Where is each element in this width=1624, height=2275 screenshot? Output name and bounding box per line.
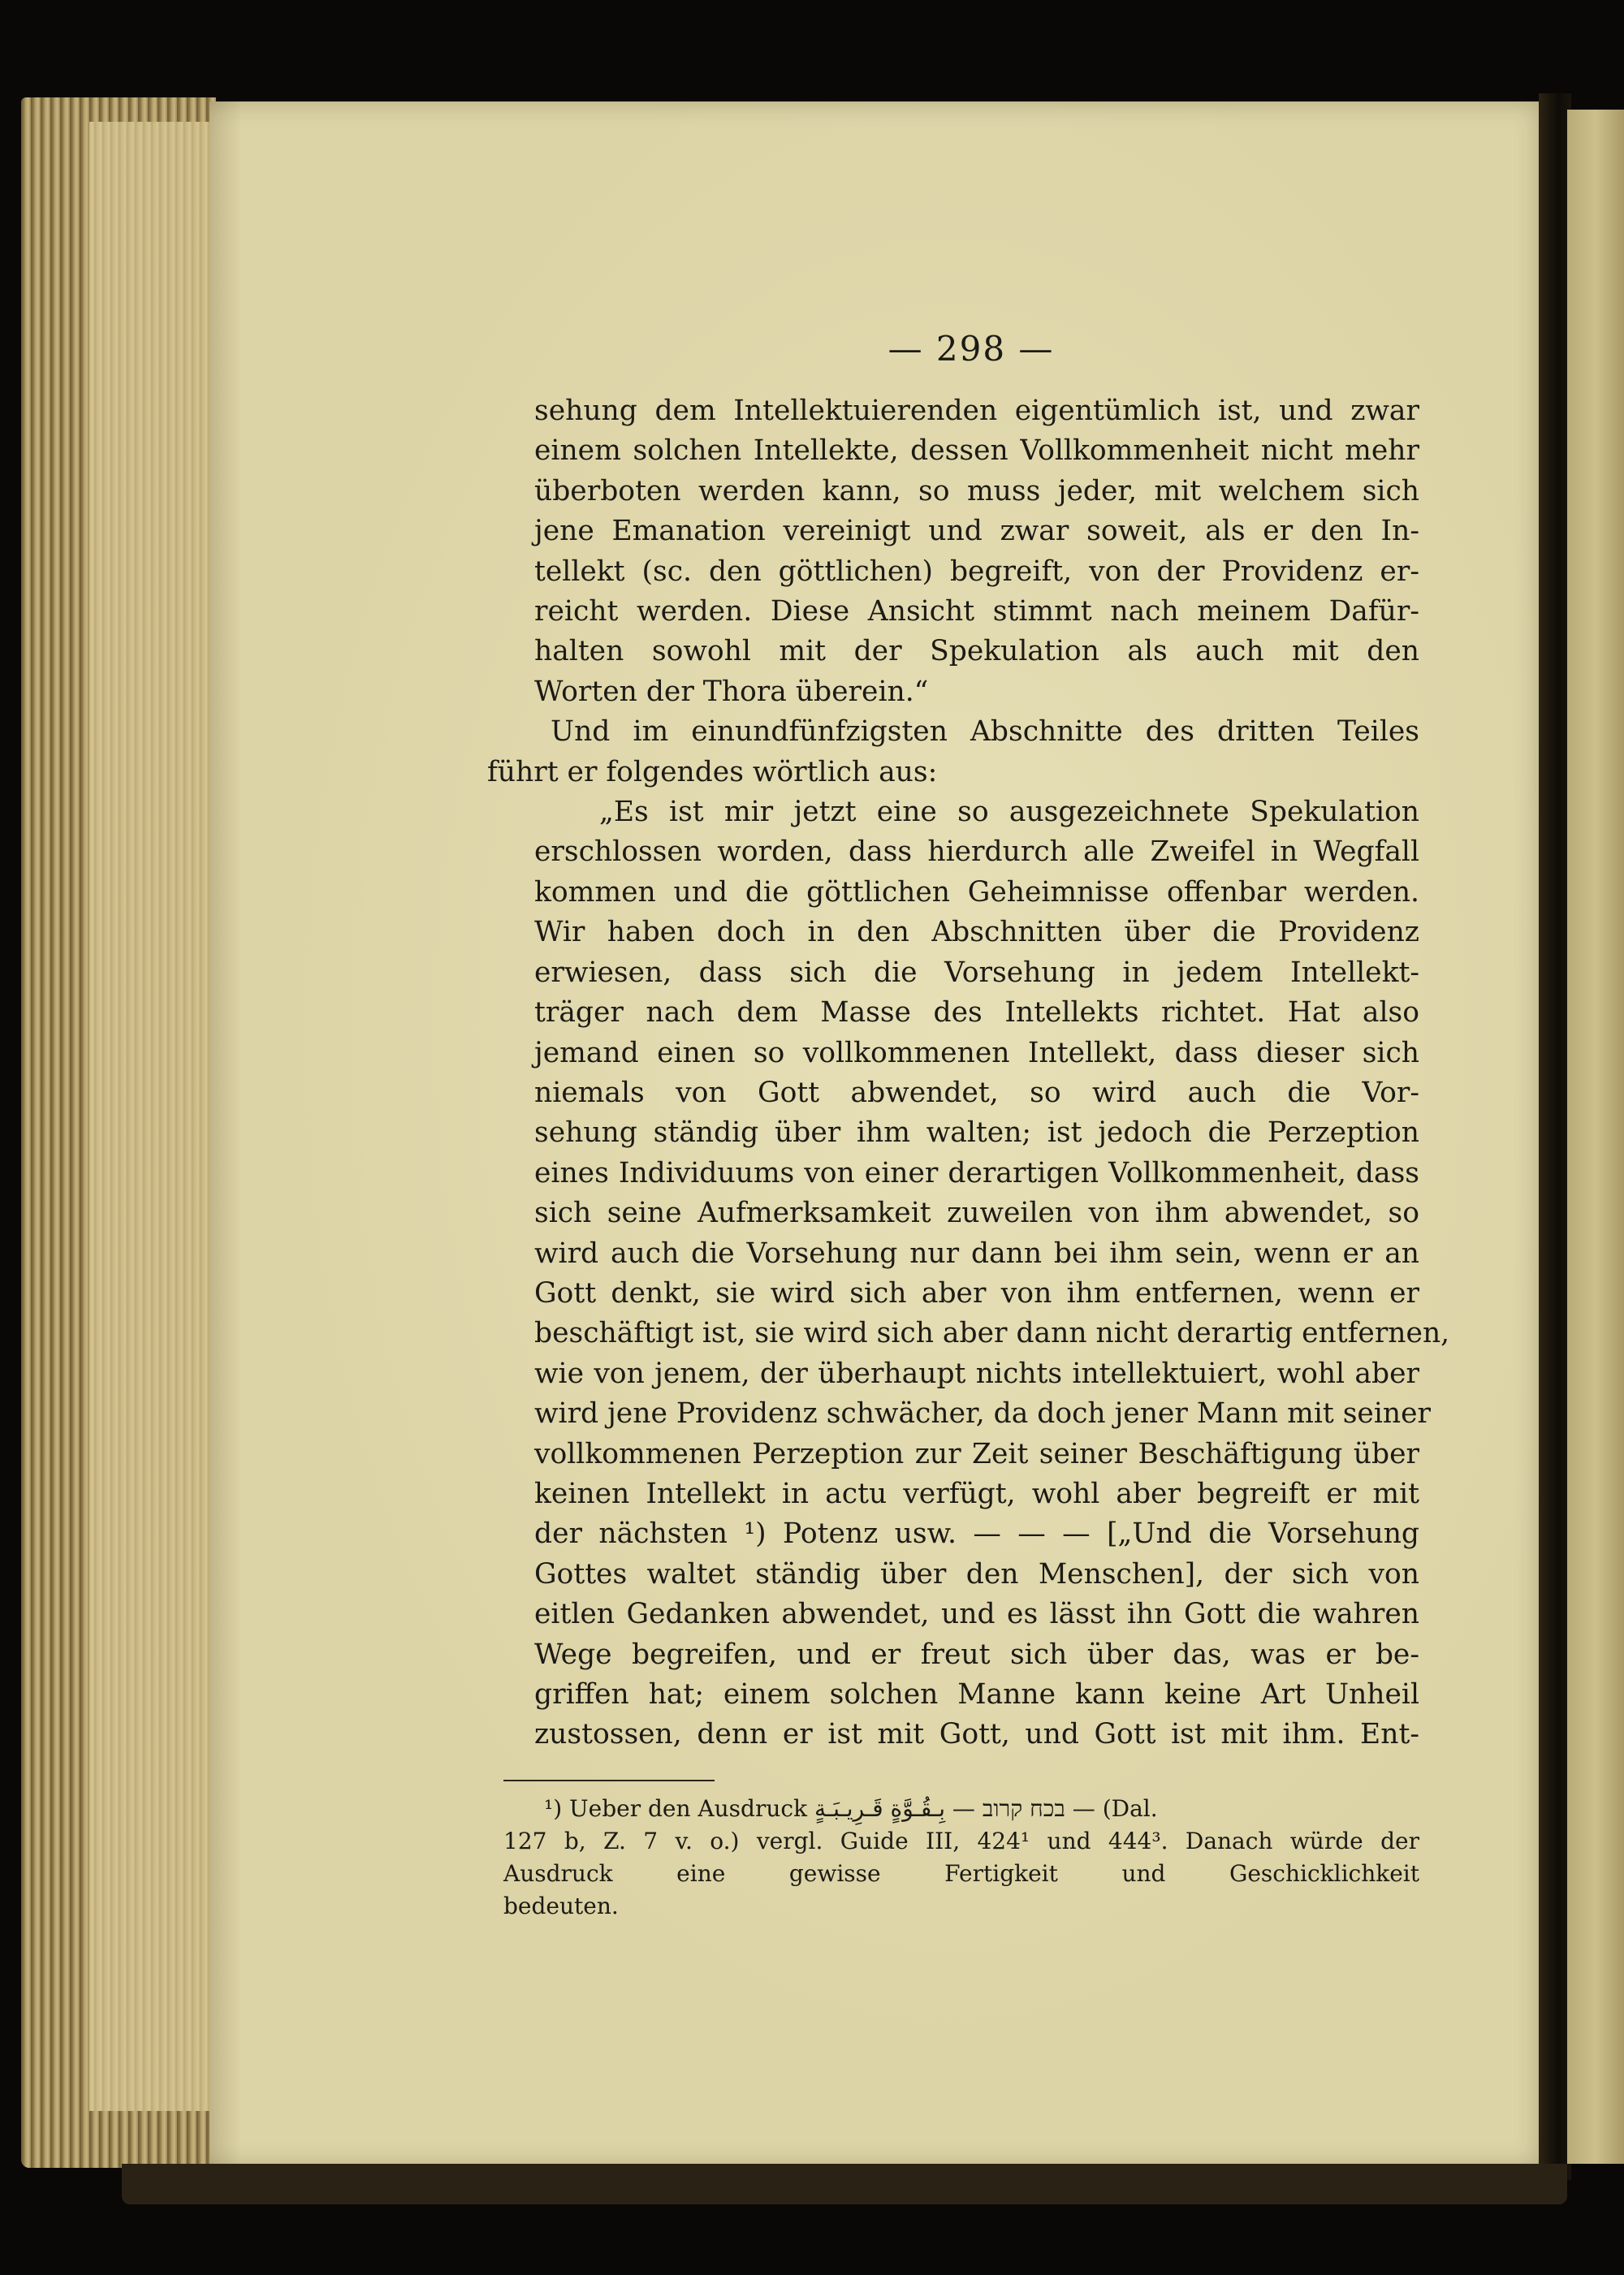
- footnote-line: ¹) Ueber den Ausdruck בכח קרוב — بِـقُـوَّةٍ قَـرِيـبَـةٍ — (Dal.: [544, 1794, 1158, 1822]
- text-line: vollkommenen Perzeption zur Zeit seiner Beschäftigung über: [534, 1437, 1419, 1470]
- text-line: beschäftigt ist, sie wird sich aber dann nicht derartig entfernen,: [534, 1317, 1450, 1350]
- text-line: wie von jenem, der überhaupt nichts intellektuiert, wohl aber: [534, 1357, 1419, 1390]
- paragraph-1: [534, 391, 1419, 712]
- text-line: keinen Intellekt in actu verfügt, wohl aber begreift er mit: [534, 1477, 1419, 1510]
- text-line: Gott denkt, sie wird sich aber von ihm entfernen, wenn er: [534, 1276, 1419, 1310]
- text-line: Worten der Thora überein.“: [534, 675, 929, 708]
- text-line: Wir haben doch in den Abschnitten über die Providenz: [534, 916, 1419, 949]
- text-line: sich seine Aufmerksamkeit zuweilen von ihm abwendet, so: [534, 1197, 1419, 1230]
- text-line: zustossen, denn er ist mit Gott, und Gott ist mit ihm. Ent-: [534, 1718, 1419, 1751]
- text-line: sehung ständig über ihm walten; ist jedoch die Perzeption: [534, 1116, 1419, 1150]
- book-gutter: [1539, 93, 1571, 2180]
- text-line: reicht werden. Diese Ansicht stimmt nach meinem Dafür-: [534, 595, 1419, 628]
- text-line: jene Emanation vereinigt und zwar soweit, als er den In-: [534, 515, 1419, 548]
- text-line: Wege begreifen, und er freut sich über das, was er be-: [534, 1638, 1419, 1671]
- text-line: eitlen Gedanken abwendet, und es lässt ihn Gott die wahren: [534, 1598, 1419, 1631]
- paragraph-2: [487, 712, 1419, 792]
- text-line: wird jene Providenz schwächer, da doch jener Mann mit seiner: [534, 1397, 1431, 1431]
- text-line: Gottes waltet ständig über den Menschen], der sich von: [534, 1557, 1419, 1591]
- text-line: tellekt (sc. den göttlichen) begreift, von der Providenz er-: [534, 555, 1419, 588]
- footnote-line: Ausdruck eine gewisse Fertigkeit und Geschicklichkeit: [503, 1859, 1419, 1887]
- text-line: überboten werden kann, so muss jeder, mit welchem sich: [534, 474, 1419, 507]
- text-line: träger nach dem Masse des Intellekts richtet. Hat also: [534, 996, 1419, 1030]
- text-line: einem solchen Intellekte, dessen Vollkommenheit nicht mehr: [534, 434, 1419, 468]
- footnote-line: bedeuten.: [503, 1892, 619, 1919]
- footnote-separator: [503, 1780, 715, 1781]
- text-line: niemals von Gott abwendet, so wird auch die Vor-: [534, 1076, 1419, 1109]
- quotation: [534, 792, 1450, 1755]
- book-cover-edge: [122, 2164, 1567, 2204]
- page-text: [471, 325, 1450, 1923]
- text-line: griffen hat; einem solchen Manne kann keine Art Unheil: [534, 1678, 1419, 1711]
- text-line: halten sowohl mit der Spekulation als auch mit den: [534, 635, 1419, 668]
- text-line: wird auch die Vorsehung nur dann bei ihm sein, wenn er an: [534, 1237, 1419, 1270]
- text-line: führt er folgendes wörtlich aus:: [487, 755, 938, 788]
- page-edges-inner: [89, 122, 211, 2111]
- text-line: erwiesen, dass sich die Vorsehung in jedem Intellekt-: [534, 956, 1419, 989]
- text-line: Und im einundfünfzigsten Abschnitte des dritten Teiles: [551, 715, 1419, 749]
- text-line: kommen und die göttlichen Geheimnisse offenbar werden.: [534, 875, 1419, 909]
- text-line: jemand einen so vollkommenen Intellekt, dass dieser sich: [534, 1036, 1419, 1069]
- footnote-line: 127 b, Z. 7 v. o.) vergl. Guide III, 424¹ und 444³. Danach würde der: [503, 1827, 1419, 1854]
- text-line: sehung dem Intellektuierenden eigentümlich ist, und zwar: [534, 395, 1419, 427]
- text-line: eines Individuums von einer derartigen Vollkommenheit, dass: [534, 1156, 1419, 1189]
- text-line: „Es ist mir jetzt eine so ausgezeichnete Spekulation: [599, 796, 1419, 829]
- facing-page-edge: [1567, 110, 1624, 2164]
- footnote: [503, 1793, 1419, 1923]
- page-number: — 298 —: [888, 329, 1055, 369]
- text-line: der nächsten ¹) Potenz usw. — — — [„Und die Vorsehung: [534, 1517, 1419, 1551]
- text-line: erschlossen worden, dass hierdurch alle Zweifel in Wegfall: [534, 835, 1419, 869]
